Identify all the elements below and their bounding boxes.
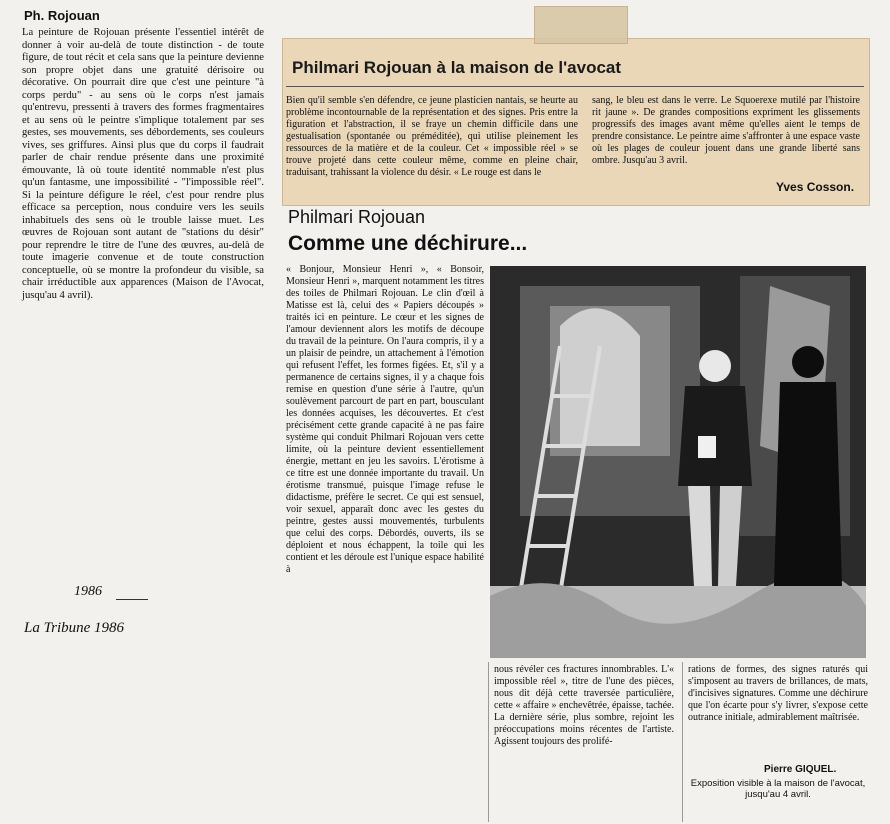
article-title: Comme une déchirure... [288, 232, 528, 255]
left-article-author: Ph. Rojouan [24, 8, 100, 23]
left-article-body: La peinture de Rojouan présente l'essentiel intérêt de donner à voir au-delà de toute distinction - de toute figure, de tout récit et cela sans que la peinture devienne son propre objet dans une gratuité dérisoire ou décorative. On pourrait dire que c'est une peinture "à corps perdu" - au sens où le corps n'est jamais qu'entrevu, pressenti à travers des formes fragmentaires et au sens où le peintre s'implique totalement par ses gestes, ses mouvements, ses débordements, ses couleurs vives, ses griffures. Ainsi plus que du corps il faudrait parler de chair rendue présente dans une proximité émouvante, là où toute identité nommable n'est plus qu'un fantasme, une impossibilité - "l'impossible réel". Si la peinture défigure le réel, c'est pour rendre plus efficace sa perception, nous conduire vers les seuils inhabituels des sens où le trouble laisse muet. Les œuvres de Rojouan sont autant de "stations du désir" pour reprendre le titre de l'une des œuvres, au-delà de toute imagerie convenue et de toute construction conceptuelle, où se montre la profondeur du visible, sa chair irréductible aux apparences (Maison de l'Avocat, jusqu'au 4 avril). [22, 27, 264, 301]
year-underline [116, 599, 148, 600]
article-signature: Pierre GIQUEL. [764, 764, 837, 775]
article-name: Philmari Rojouan [288, 207, 426, 227]
clipping-col2: sang, le bleu est dans le verre. Le Squoerexe mutilé par l'histoire rit jaune ». De grandes compositions expriment les glissements progressifs des images avant même qu'elles aient le temps de prendre consistance. Le peintre aime s'affronter à une espace vaste où les plages de couleur jouent dans une grande liberté sans ombre. Jusqu'au 3 avril. [592, 95, 860, 166]
clipping-rule [286, 86, 864, 87]
clipping-title: Philmari Rojouan à la maison de l'avocat [292, 58, 622, 77]
exhibition-note: Exposition visible à la maison de l'avocat, jusqu'au 4 avril. [690, 778, 866, 800]
artist-studio-photo [490, 266, 866, 658]
year-note: 1986 [74, 584, 102, 599]
handwritten-source: La Tribune 1986 [24, 620, 125, 636]
column-divider [488, 662, 489, 822]
clipping-signature: Yves Cosson. [776, 180, 855, 194]
tape-strip [534, 6, 628, 44]
photo-illustration [490, 266, 866, 658]
article-col-b1: nous révéler ces fractures innombrables. L'« impossible réel », titre de l'une des pièces, nous dit déjà cette traversée particulière, cette « affaire » enchevêtrée, épaisse, tachée. La dernière série, plus sombre, rejoint les préoccupations moins récentes de l'artiste. Agissent toujours des prolifé- [494, 664, 674, 747]
clipping-col1: Bien qu'il semble s'en défendre, ce jeune plasticien nantais, se heurte au problème incontournable de la représentation et des signes. Pris entre la figuration et l'abstraction, il se fraye un chemin difficile dans une gestualisation (spontanée ou préméditée), qui utilise pleinement les ressources de la matière et de la couleur. Cet « impossible réel » se trouve projeté dans cette couleur même, comme en pleine chair, traduisant, trahissant la violence du désir. « Le rouge est dans le [286, 95, 578, 178]
article-col-mid: « Bonjour, Monsieur Henri », « Bonsoir, Monsieur Henri », marquent notamment les titres des toiles de Philmari Rojouan. Le clin d'œil à Matisse est là, celui des « Papiers découpés » traités ici en peinture. Le cœur et les signes de l'amour deviennent alors les motifs de découpe du travail de la peinture. On l'aura compris, il y a un plaisir de peindre, un attachement à l'émotion qui refusent l'effet, les formes figées. Et, s'il y a permanence de certains signes, il y a chaque fois remise en question d'une série à l'autre, qu'un soulèvement parcourt de part en part, bousculant les données acquises, les découvertes. Et c'est précisément cette grande capacité à ne pas faire système qui conduit Philmari Rojouan vers cette limite, où la peinture devient essentiellement énergie, mettant en jeu les savoirs. L'érotisme à ce titre est une donnée importante du travail. Un érotisme transmué, puisque l'image refuse le didactisme, préfère le secret. Ce qui est sensuel, voir sexuel, apparaît donc avec les gestes du peintre, gestes aussi mouvementés, turbulents que celui des corps. Débordés, ouverts, ils se déploient et nous échappent, la toile qui les contient et les déroule est l'unique espace habilité à [286, 264, 484, 575]
article-col-b2: rations de formes, des signes raturés qui s'imposent au travers de brillances, de mats, d'incisives signatures. Comme une déchirure que l'on écarte pour s'y livrer, s'expose cette outrance initiale, admirablement maîtrisée. [688, 664, 868, 723]
column-divider [682, 662, 683, 822]
left-article [22, 8, 264, 302]
